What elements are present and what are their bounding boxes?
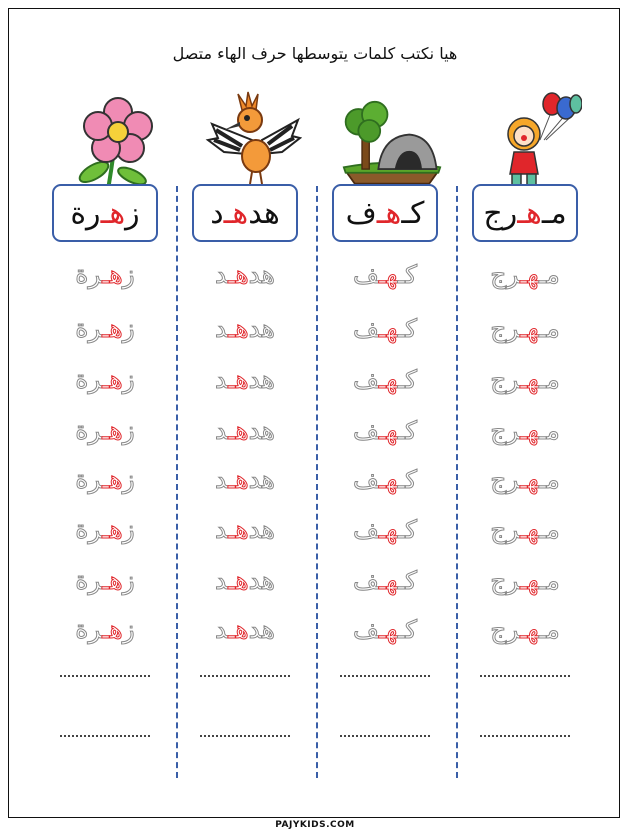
trace-word: هدهـد [215,615,275,644]
word-part-end: رة [70,195,101,231]
trace-word: كـهـف [353,566,417,595]
column-kahf [332,80,452,780]
trace-word: كـهـف [353,365,417,394]
trace-word: زهـرة [75,314,135,343]
cave-with-tree-picture [342,90,442,190]
trace-word: هدهـد [215,260,275,289]
trace-word: مـهـرج [490,615,560,644]
writing-line[interactable] [340,735,430,737]
trace-word: كـهـف [353,416,417,445]
word-part-start: هد [248,195,280,231]
writing-line[interactable] [200,675,290,677]
writing-line[interactable] [60,735,150,737]
trace-word: كـهـف [353,260,417,289]
trace-word: زهـرة [75,566,135,595]
writing-line[interactable] [480,735,570,737]
word-letter-haa: هـ [376,195,402,231]
trace-word: مـهـرج [490,416,560,445]
trace-word: زهـرة [75,416,135,445]
trace-word: هدهـد [215,465,275,494]
word-box [332,184,438,242]
word-part-start: كـ [401,195,425,231]
footer [0,812,630,831]
column-zahra [52,80,172,780]
hoopoe-bird-picture [202,90,302,190]
trace-word: مـهـرج [490,515,560,544]
trace-word: هدهـد [215,566,275,595]
trace-word: كـهـف [353,615,417,644]
trace-word: مـهـرج [490,314,560,343]
word-part-end: ف [345,195,377,231]
clown-with-balloons-picture [482,90,582,190]
trace-word: مـهـرج [490,365,560,394]
column-hudhud [192,80,312,780]
column-mahraj [472,80,592,780]
pink-flower-picture [62,90,162,190]
trace-word: كـهـف [353,515,417,544]
trace-word: زهـرة [75,365,135,394]
worksheet-title: هيا نكتب كلمات يتوسطها حرف الهاء متصل [172,44,458,63]
trace-word: زهـرة [75,465,135,494]
trace-word: زهـرة [75,615,135,644]
trace-word: كـهـف [353,465,417,494]
word-box [52,184,158,242]
site-name[interactable]: PAJYKIDS.COM [269,820,361,830]
column-divider [316,186,318,778]
column-divider [176,186,178,778]
trace-word: مـهـرج [490,566,560,595]
trace-word: هدهـد [215,314,275,343]
trace-word: زهـرة [75,515,135,544]
word-part-start: ز [125,195,140,231]
word-part-end: رج [483,195,518,231]
trace-word: كـهـف [353,314,417,343]
word-letter-haa: هـ [100,195,126,231]
column-divider [456,186,458,778]
trace-word: هدهـد [215,365,275,394]
writing-line[interactable] [200,735,290,737]
writing-line[interactable] [480,675,570,677]
writing-line[interactable] [60,675,150,677]
word-letter-haa: هـ [517,195,542,231]
trace-word: هدهـد [215,515,275,544]
word-box [192,184,298,242]
word-letter-haa: هـ [223,195,249,231]
trace-word: هدهـد [215,416,275,445]
word-part-end: د [210,195,224,231]
trace-word: مـهـرج [490,465,560,494]
word-part-start: مـ [541,195,567,231]
trace-word: زهـرة [75,260,135,289]
trace-word: مـهـرج [490,260,560,289]
word-box [472,184,578,242]
writing-line[interactable] [340,675,430,677]
